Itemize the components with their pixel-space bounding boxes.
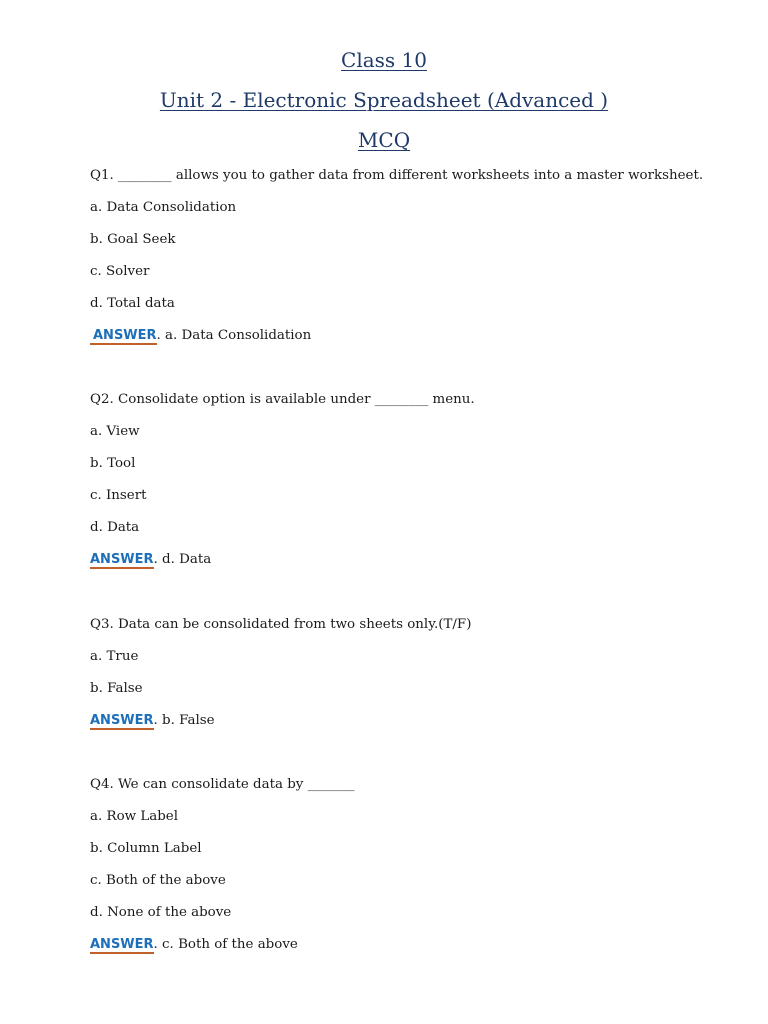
answer-text: . d. Data bbox=[153, 552, 212, 567]
question-1: Q1. ________ allows you to gather data from different worksheets into a master worksheet. bbox=[90, 168, 704, 183]
q2-option-b: b. Tool bbox=[90, 456, 136, 471]
q3-option-a: a. True bbox=[90, 649, 139, 664]
q4-option-a: a. Row Label bbox=[90, 809, 179, 824]
answer-text: . a. Data Consolidation bbox=[156, 328, 312, 343]
answer-text: . b. False bbox=[153, 713, 215, 728]
answer-link[interactable]: ANSWER bbox=[90, 552, 154, 567]
question-4: Q4. We can consolidate data by _______ bbox=[90, 777, 355, 792]
q4-option-c: c. Both of the above bbox=[90, 873, 226, 888]
unit-heading: Unit 2 - Electronic Spreadsheet (Advanced ) bbox=[159, 88, 609, 112]
question-2: Q2. Consolidate option is available under ________ menu. bbox=[90, 392, 475, 407]
q2-option-d: d. Data bbox=[90, 520, 140, 535]
q2-option-a: a. View bbox=[90, 424, 140, 439]
answer-link[interactable]: ANSWER bbox=[90, 713, 154, 728]
q1-option-d: d. Total data bbox=[90, 296, 175, 311]
class-heading: Class 10 bbox=[341, 48, 427, 72]
q4-option-d: d. None of the above bbox=[90, 905, 232, 920]
q1-option-a: a. Data Consolidation bbox=[90, 200, 237, 215]
mcq-heading: MCQ bbox=[357, 128, 411, 152]
q1-answer bbox=[90, 327, 311, 345]
answer-link[interactable]: ANSWER bbox=[90, 328, 157, 345]
answer-text: . c. Both of the above bbox=[153, 937, 298, 952]
q1-option-c: c. Solver bbox=[90, 264, 150, 279]
q4-option-b: b. Column Label bbox=[90, 841, 202, 856]
q2-answer bbox=[90, 551, 211, 569]
q1-option-b: b. Goal Seek bbox=[90, 232, 176, 247]
question-3: Q3. Data can be consolidated from two sheets only.(T/F) bbox=[90, 617, 472, 632]
q2-option-c: c. Insert bbox=[90, 488, 147, 503]
q3-option-b: b. False bbox=[90, 681, 143, 696]
q3-answer bbox=[90, 712, 215, 730]
q4-answer bbox=[90, 936, 298, 954]
answer-link[interactable]: ANSWER bbox=[90, 937, 154, 952]
